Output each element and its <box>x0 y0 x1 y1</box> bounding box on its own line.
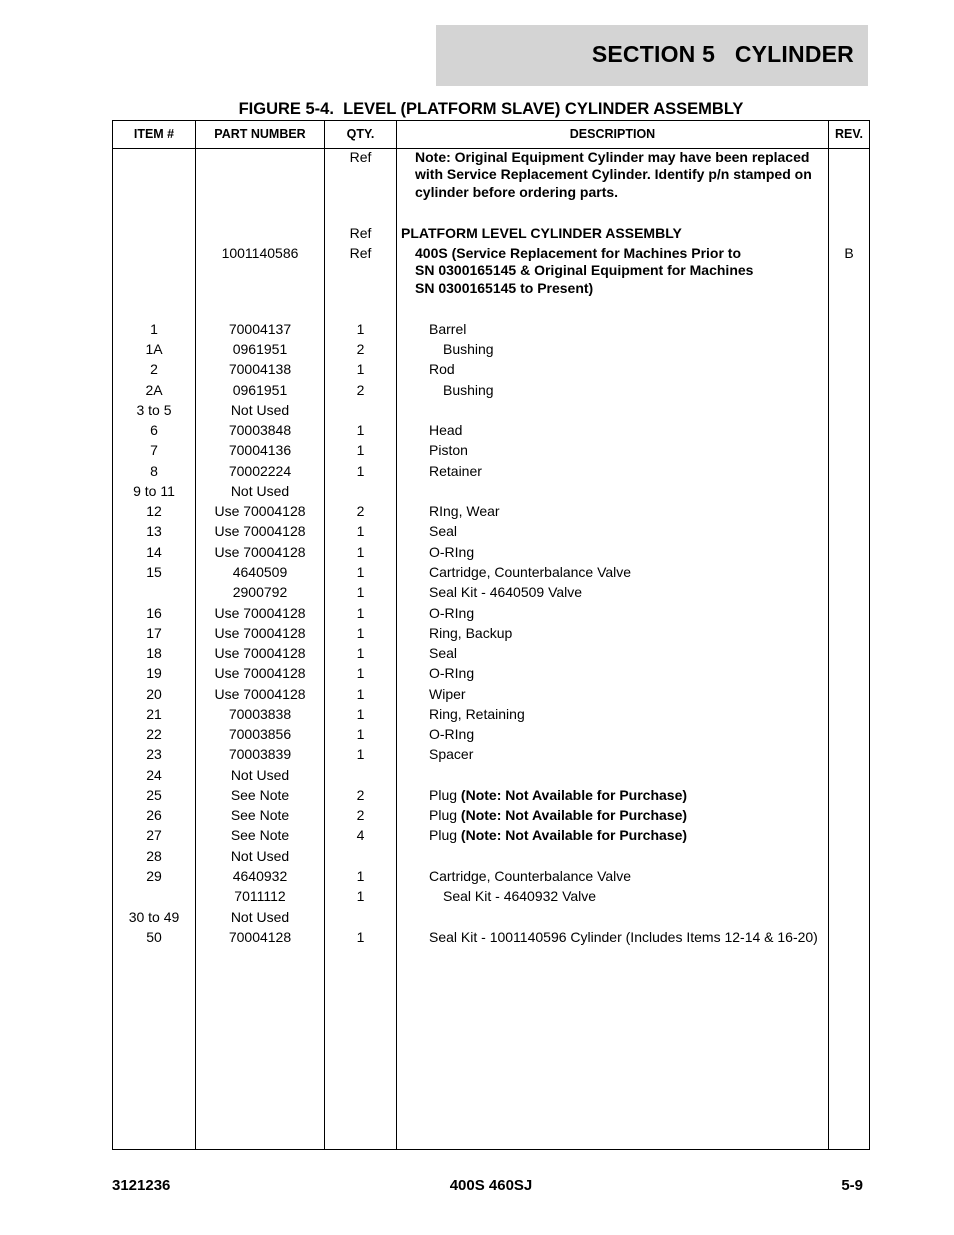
header-part-number: PART NUMBER <box>214 127 306 141</box>
quantity: 1 <box>356 523 365 539</box>
description-text: Note: Original Equipment Cylinder may have been replaced with Service Replacement Cylinder. Identify p/n stamped on cylinder before ordering parts. <box>415 149 812 200</box>
description <box>429 321 859 337</box>
item-number: 7 <box>150 442 158 458</box>
part-number: 70004128 <box>228 929 292 945</box>
quantity: 1 <box>356 544 365 560</box>
quantity: 1 <box>356 726 365 742</box>
description-text: O-RIng <box>429 605 475 621</box>
quantity: Ref <box>349 149 372 165</box>
quantity: 2 <box>356 787 365 803</box>
description <box>429 807 859 823</box>
item-number: 30 to 49 <box>128 909 180 925</box>
description <box>443 888 873 904</box>
part-number: Use 70004128 <box>214 665 306 681</box>
part-number: Not Used <box>230 848 290 864</box>
part-number: 70003856 <box>228 726 292 742</box>
revision: B <box>844 245 854 261</box>
description-text: Ring, Backup <box>429 625 513 641</box>
description <box>429 868 859 884</box>
quantity: Ref <box>349 225 372 241</box>
quantity: 1 <box>356 706 365 722</box>
description-text: Seal Kit - 4640932 Valve <box>443 888 597 904</box>
item-number: 19 <box>146 665 162 681</box>
item-number: 2 <box>150 361 158 377</box>
description-text: O-RIng <box>429 665 475 681</box>
part-number: 2900792 <box>232 584 288 600</box>
description-note: (Note: Not Available for Purchase) <box>460 807 688 823</box>
description-text: Plug <box>429 827 458 843</box>
item-number: 20 <box>146 686 162 702</box>
part-number: Not Used <box>230 909 290 925</box>
description <box>429 422 859 438</box>
part-number: Use 70004128 <box>214 686 306 702</box>
description-note: (Note: Not Available for Purchase) <box>460 827 688 843</box>
description-text: Seal <box>429 645 458 661</box>
part-number: Not Used <box>230 767 290 783</box>
description <box>429 645 859 661</box>
quantity: 1 <box>356 361 365 377</box>
figure-title: FIGURE 5-4. LEVEL (PLATFORM SLAVE) CYLINDER ASSEMBLY <box>238 100 744 118</box>
description-text: 400S (Service Replacement for Machines Prior to SN 0300165145 & Original Equipment for Machines SN 0300165145 to Present) <box>415 245 754 296</box>
item-number: 29 <box>146 868 162 884</box>
part-number: 70003839 <box>228 746 292 762</box>
description <box>429 463 859 479</box>
part-number: 0961951 <box>232 341 288 357</box>
description-text: Piston <box>429 442 468 458</box>
item-number: 22 <box>146 726 162 742</box>
description <box>429 787 859 803</box>
item-number: 9 to 11 <box>133 483 175 499</box>
quantity: 1 <box>356 442 365 458</box>
item-number: 1 <box>150 321 158 337</box>
description-text: Retainer <box>429 463 482 479</box>
description <box>429 827 859 843</box>
part-number: 4640932 <box>232 868 288 884</box>
quantity: 1 <box>356 929 365 945</box>
part-number: See Note <box>230 827 290 843</box>
description <box>429 544 859 560</box>
description-text: RIng, Wear <box>429 503 500 519</box>
description <box>429 361 859 377</box>
description-text: Bushing <box>443 341 494 357</box>
quantity: 1 <box>356 746 365 762</box>
footer-doc-number: 3121236 <box>112 1177 171 1194</box>
quantity: 1 <box>356 665 365 681</box>
header-item: ITEM # <box>133 127 175 141</box>
item-number: 13 <box>146 523 162 539</box>
item-number: 25 <box>146 787 162 803</box>
description-text: Ring, Retaining <box>429 706 525 722</box>
part-number: Use 70004128 <box>214 645 306 661</box>
part-number: 0961951 <box>232 382 288 398</box>
description <box>429 706 859 722</box>
item-number: 28 <box>146 848 162 864</box>
column-divider <box>396 121 397 1149</box>
description <box>443 382 873 398</box>
description <box>443 341 873 357</box>
item-number: 3 to 5 <box>136 402 172 418</box>
description-text: Rod <box>429 361 455 377</box>
quantity: 1 <box>356 605 365 621</box>
description-text: Cartridge, Counterbalance Valve <box>429 868 632 884</box>
quantity: 2 <box>356 807 365 823</box>
item-number: 12 <box>146 503 162 519</box>
part-number: 70003838 <box>228 706 292 722</box>
part-number: 70003848 <box>228 422 292 438</box>
header-description: DESCRIPTION <box>569 127 656 141</box>
part-number: Use 70004128 <box>214 625 306 641</box>
description <box>429 625 859 641</box>
quantity: 1 <box>356 625 365 641</box>
quantity: 1 <box>356 321 365 337</box>
quantity: 4 <box>356 827 365 843</box>
quantity: 1 <box>356 645 365 661</box>
item-number: 27 <box>146 827 162 843</box>
part-number: 7011112 <box>234 888 286 904</box>
footer-model: 400S 460SJ <box>449 1177 533 1194</box>
quantity: 1 <box>356 686 365 702</box>
item-number: 14 <box>146 544 162 560</box>
part-number: 4640509 <box>232 564 288 580</box>
quantity: 2 <box>356 503 365 519</box>
item-number: 16 <box>146 605 162 621</box>
description-text: Seal Kit - 4640509 Valve <box>429 584 583 600</box>
part-number: Not Used <box>230 402 290 418</box>
quantity: 2 <box>356 382 365 398</box>
quantity: Ref <box>349 245 372 261</box>
description <box>429 665 859 681</box>
description <box>429 584 859 600</box>
description <box>429 442 859 458</box>
quantity: 1 <box>356 584 365 600</box>
description-text: Barrel <box>429 321 467 337</box>
section-header <box>436 25 868 86</box>
description-note: (Note: Not Available for Purchase) <box>460 787 688 803</box>
parts-table <box>112 120 870 1150</box>
part-number: See Note <box>230 807 290 823</box>
part-number: 70004136 <box>228 442 292 458</box>
header-rev: REV. <box>834 127 864 141</box>
description <box>429 929 859 945</box>
part-number: See Note <box>230 787 290 803</box>
part-number: Use 70004128 <box>214 523 306 539</box>
part-number: 70004138 <box>228 361 292 377</box>
item-number: 1A <box>145 341 163 357</box>
quantity: 2 <box>356 341 365 357</box>
item-number: 50 <box>146 929 162 945</box>
description <box>415 245 845 297</box>
description <box>415 149 845 201</box>
description-text: Seal <box>429 523 458 539</box>
description-text: O-RIng <box>429 544 475 560</box>
part-number: 70004137 <box>228 321 292 337</box>
quantity: 1 <box>356 463 365 479</box>
quantity: 1 <box>356 888 365 904</box>
description-text: Spacer <box>429 746 474 762</box>
description-text: Plug <box>429 787 458 803</box>
description-text: Cartridge, Counterbalance Valve <box>429 564 632 580</box>
item-number: 8 <box>150 463 158 479</box>
description <box>401 225 831 241</box>
description-text: Bushing <box>443 382 494 398</box>
item-number: 18 <box>146 645 162 661</box>
part-number: Use 70004128 <box>214 605 306 621</box>
description <box>429 605 859 621</box>
part-number: Use 70004128 <box>214 544 306 560</box>
part-number: Not Used <box>230 483 290 499</box>
description-text: Head <box>429 422 463 438</box>
description <box>429 746 859 762</box>
description <box>429 564 859 580</box>
item-number: 2A <box>145 382 163 398</box>
section-title: SECTION 5 CYLINDER <box>591 41 854 67</box>
part-number: 70002224 <box>228 463 292 479</box>
description <box>429 503 859 519</box>
quantity: 1 <box>356 422 365 438</box>
item-number: 24 <box>146 767 162 783</box>
quantity: 1 <box>356 868 365 884</box>
header-qty: QTY. <box>346 127 375 141</box>
item-number: 23 <box>146 746 162 762</box>
footer-page-number: 5-9 <box>841 1177 863 1194</box>
description <box>429 523 859 539</box>
description <box>429 686 859 702</box>
item-number: 15 <box>146 564 162 580</box>
description-text: Seal Kit - 1001140596 Cylinder (Includes Items 12-14 & 16-20) <box>429 929 818 945</box>
description <box>429 726 859 742</box>
part-number: Use 70004128 <box>214 503 306 519</box>
description-text: Plug <box>429 807 458 823</box>
description-text: PLATFORM LEVEL CYLINDER ASSEMBLY <box>401 225 682 241</box>
item-number: 21 <box>146 706 162 722</box>
quantity: 1 <box>356 564 365 580</box>
item-number: 6 <box>150 422 158 438</box>
description-text: Wiper <box>429 686 466 702</box>
item-number: 17 <box>146 625 162 641</box>
part-number: 1001140586 <box>221 245 299 261</box>
item-number: 26 <box>146 807 162 823</box>
description-text: O-RIng <box>429 726 475 742</box>
